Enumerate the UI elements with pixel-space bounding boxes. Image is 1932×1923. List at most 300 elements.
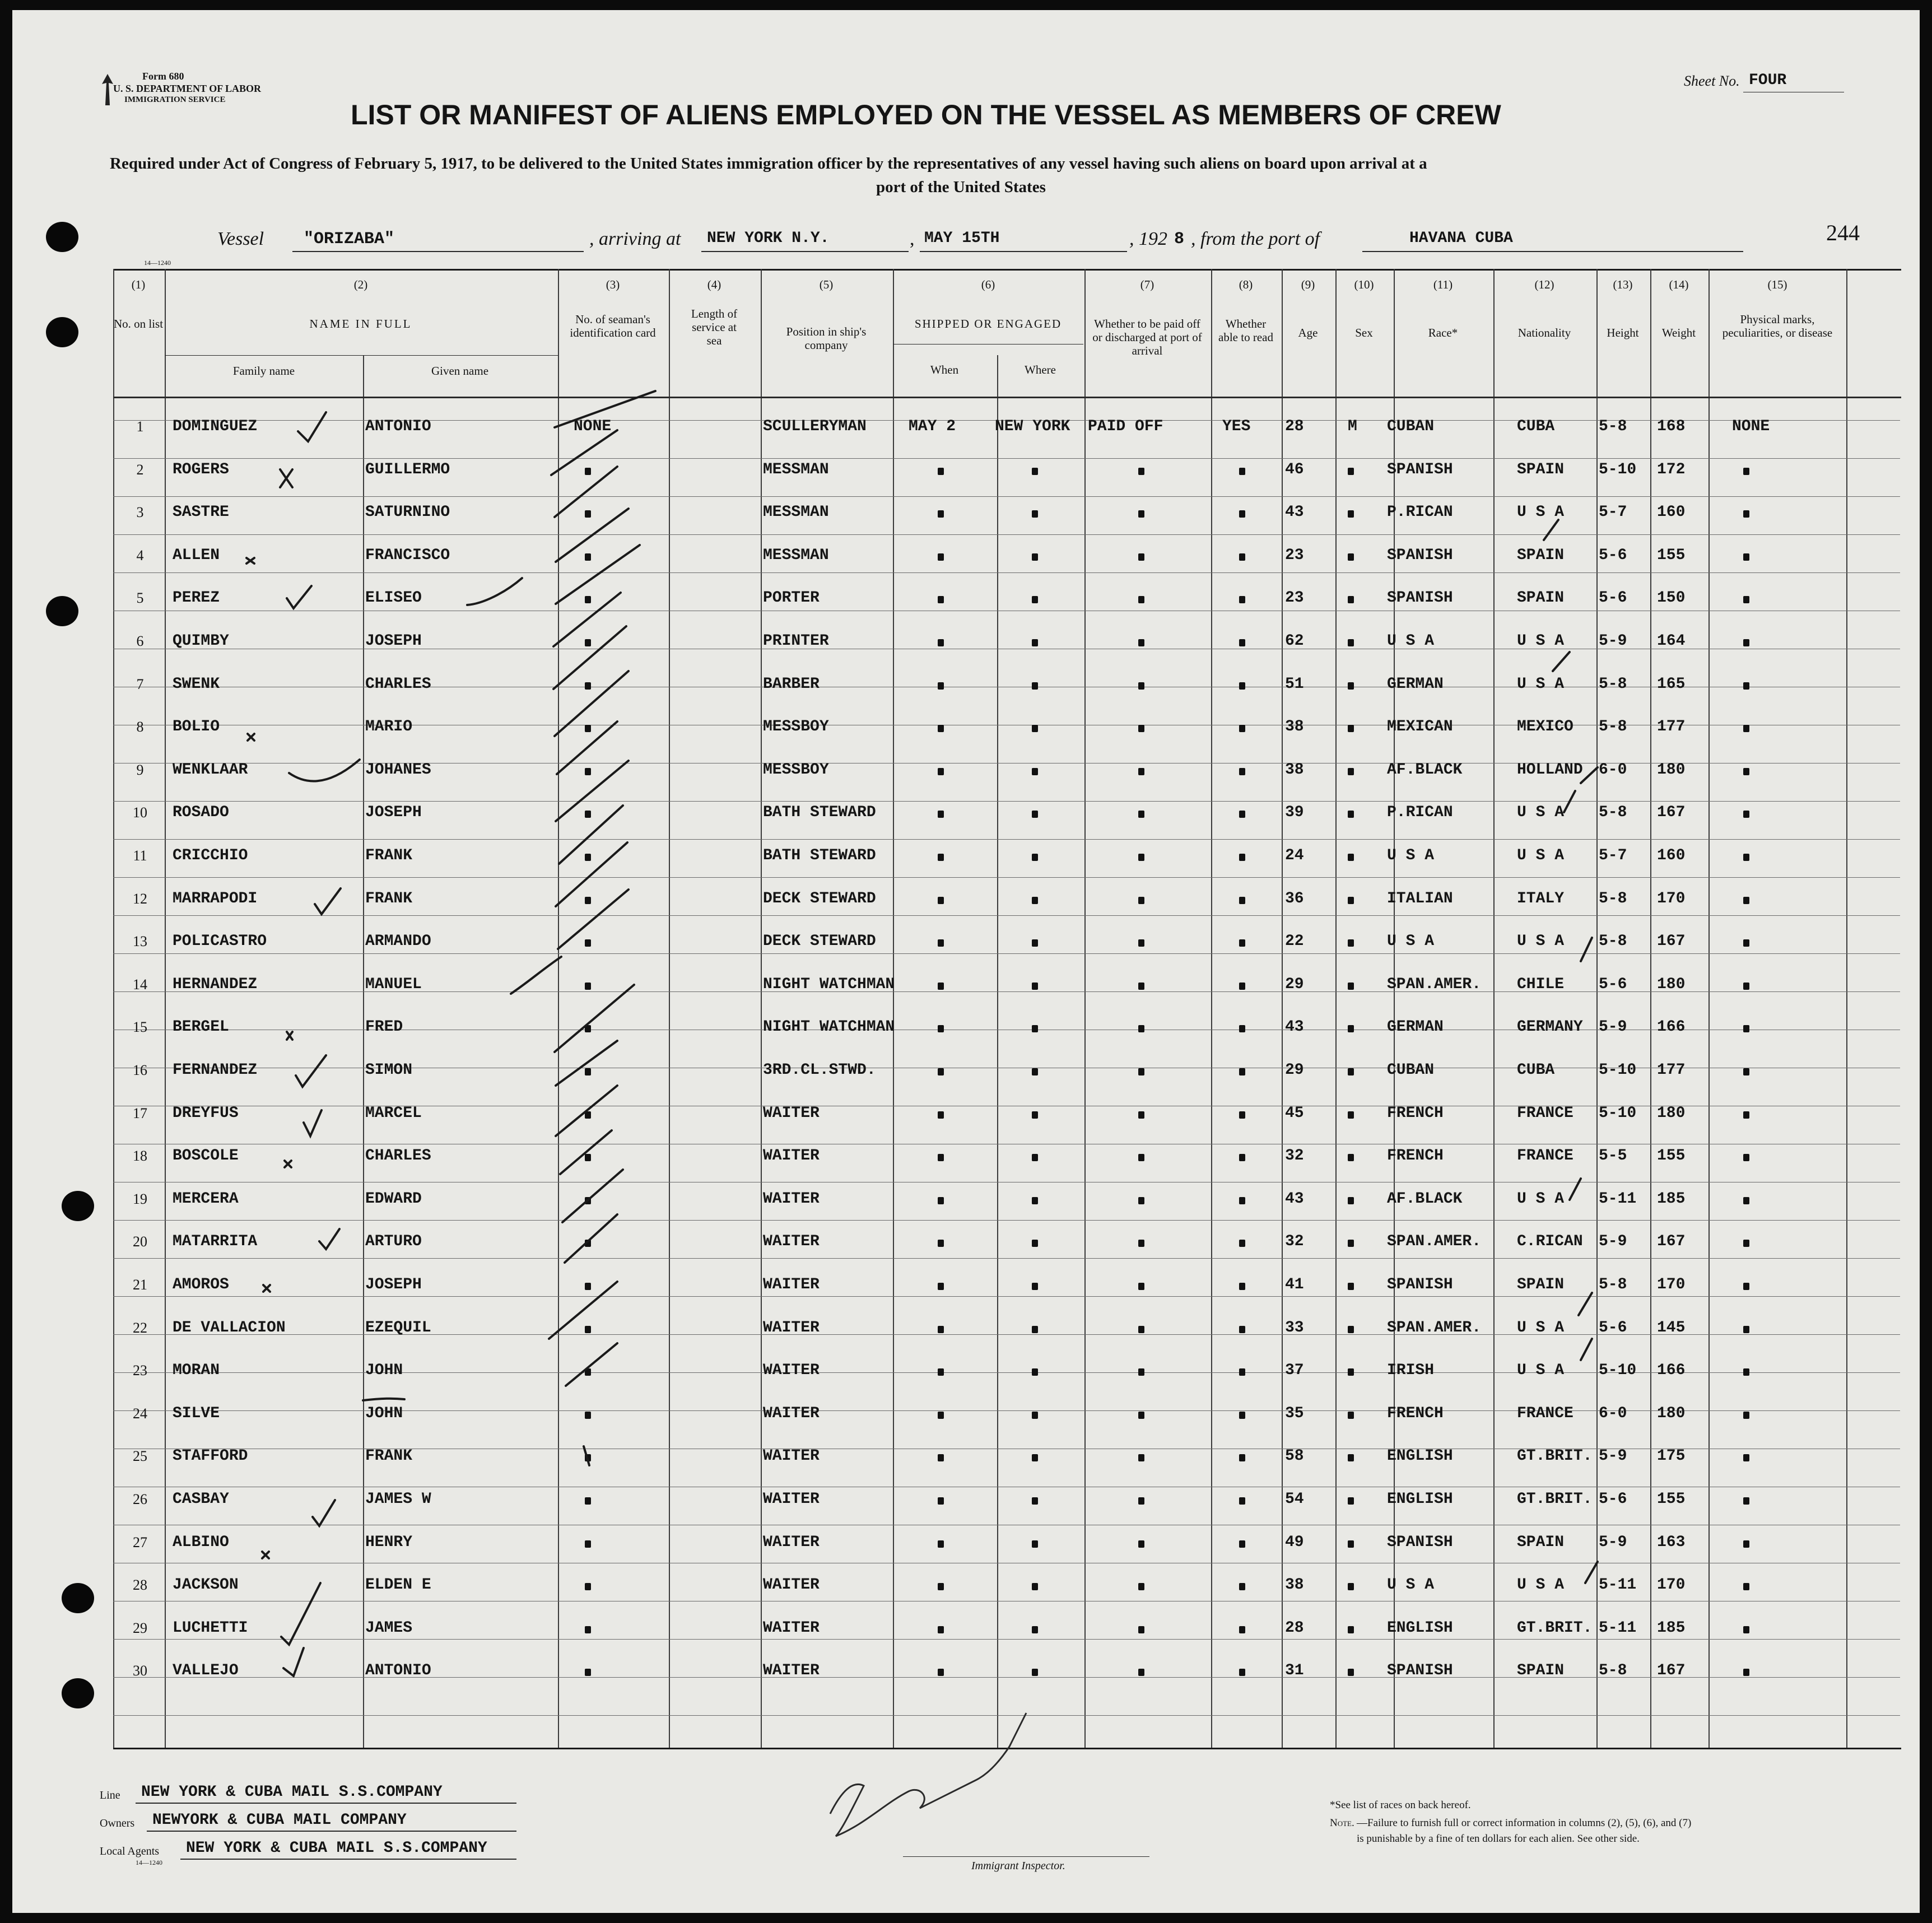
cell-nationality: U S A xyxy=(1517,632,1565,650)
cell-race: ITALIAN xyxy=(1387,890,1453,907)
cell-age: 51 xyxy=(1285,675,1304,693)
col-5-header: Position in ship's company xyxy=(786,325,867,352)
cell-age: 32 xyxy=(1285,1233,1304,1251)
cell-family: CRICCHIO xyxy=(173,847,248,864)
cell-family: HERNANDEZ xyxy=(173,975,258,993)
cell-height: 5-10 xyxy=(1599,1061,1637,1079)
cell-given: ANTONIO xyxy=(365,418,431,435)
cell-position: WAITER xyxy=(763,1662,820,1680)
col-3-header: No. of seaman's identification card xyxy=(570,313,656,340)
cell-height: 5-8 xyxy=(1599,675,1627,693)
cell-age: 29 xyxy=(1285,1061,1304,1079)
cell-position: DECK STEWARD xyxy=(763,933,876,951)
cell-no: 4 xyxy=(136,547,144,564)
cell-position: WAITER xyxy=(763,1319,820,1337)
cell-age: 58 xyxy=(1285,1447,1304,1465)
cell-race: U S A xyxy=(1387,933,1435,951)
cell-position: BATH STEWARD xyxy=(763,804,876,822)
cell-height: 5-9 xyxy=(1599,1447,1627,1465)
cell-weight: 177 xyxy=(1657,1061,1686,1079)
cell-height: 5-6 xyxy=(1599,546,1627,564)
cell-race: FRENCH xyxy=(1387,1147,1444,1165)
cell-position: WAITER xyxy=(763,1447,820,1465)
cell-given: ELDEN E xyxy=(365,1576,431,1594)
cell-given: JAMES xyxy=(365,1619,413,1637)
cell-height: 5-6 xyxy=(1599,1319,1627,1337)
cell-no: 15 xyxy=(133,1019,147,1036)
cell-height: 5-10 xyxy=(1599,1104,1637,1122)
cell-race: SPANISH xyxy=(1387,1533,1453,1551)
col-2-header: NAME IN FULL xyxy=(309,317,412,330)
cell-nationality: GERMANY xyxy=(1517,1018,1583,1036)
cell-family: SWENK xyxy=(173,675,220,693)
cell-family: FERNANDEZ xyxy=(173,1061,258,1079)
cell-no: 26 xyxy=(133,1491,147,1507)
cell-weight: 167 xyxy=(1657,1662,1686,1680)
note-line1: —Failure to furnish full or correct information in columns (2), (5), (6), and (7) xyxy=(1357,1817,1692,1829)
inspector-label: Immigrant Inspector. xyxy=(971,1860,1065,1872)
col-2-number: (2) xyxy=(353,278,368,291)
cell-weight: 180 xyxy=(1657,1104,1686,1122)
cell-weight: 163 xyxy=(1657,1533,1686,1551)
cell-position: MESSBOY xyxy=(763,718,829,736)
cell-nationality: ITALY xyxy=(1517,890,1565,907)
cell-weight: 155 xyxy=(1657,546,1686,564)
cell-weight: 170 xyxy=(1657,890,1686,907)
cell-no: 30 xyxy=(133,1663,147,1679)
cell-age: 39 xyxy=(1285,804,1304,822)
cell-height: 5-8 xyxy=(1599,804,1627,822)
cell-nationality: U S A xyxy=(1517,1190,1565,1208)
cell-age: 43 xyxy=(1285,1018,1304,1036)
cell-age: 33 xyxy=(1285,1319,1304,1337)
note-line2: is punishable by a fine of ten dollars for each alien. See other side. xyxy=(1357,1833,1640,1845)
cell-given: ELISEO xyxy=(365,589,422,607)
cell-race: FRENCH xyxy=(1387,1104,1444,1122)
cell-weight: 165 xyxy=(1657,675,1686,693)
cell-height: 5-8 xyxy=(1599,1276,1627,1293)
agents-underline xyxy=(180,1859,516,1860)
cell-nationality: U S A xyxy=(1517,933,1565,951)
cell-race: SPANISH xyxy=(1387,1276,1453,1293)
cell-family: ROGERS xyxy=(173,460,229,478)
cell-age: 49 xyxy=(1285,1533,1304,1551)
cell-given: EZEQUIL xyxy=(365,1319,431,1337)
cell-no: 14 xyxy=(133,976,147,993)
cell-given: JOHANES xyxy=(365,761,431,779)
owners-underline xyxy=(147,1831,516,1832)
cell-given: FRED xyxy=(365,1018,403,1036)
cell-no: 13 xyxy=(133,933,147,950)
cell-weight: 167 xyxy=(1657,1233,1686,1251)
cell-race: GERMAN xyxy=(1387,675,1444,693)
from-port: HAVANA CUBA xyxy=(1409,230,1513,247)
cell-position: MESSMAN xyxy=(763,546,829,564)
cell-no: 5 xyxy=(136,590,144,607)
cell-given: FRANCISCO xyxy=(365,546,450,564)
cell-age: 41 xyxy=(1285,1276,1304,1293)
cell-weight: 166 xyxy=(1657,1362,1686,1380)
line-value: NEW YORK & CUBA MAIL S.S.COMPANY xyxy=(141,1784,443,1801)
cell-weight: 180 xyxy=(1657,975,1686,993)
cell-weight: 160 xyxy=(1657,504,1686,522)
line-underline xyxy=(136,1803,516,1804)
cell-race: ENGLISH xyxy=(1387,1447,1453,1465)
cell-weight: 155 xyxy=(1657,1147,1686,1165)
cell-nationality: SPAIN xyxy=(1517,1276,1565,1293)
footer-print-code: 14—1240 xyxy=(136,1859,162,1866)
cell-height: 5-9 xyxy=(1599,1533,1627,1551)
cell-position: WAITER xyxy=(763,1190,820,1208)
col-6-number: (6) xyxy=(981,278,995,291)
cell-race: SPANISH xyxy=(1387,589,1453,607)
cell-family: LUCHETTI xyxy=(173,1619,248,1637)
cell-race: ENGLISH xyxy=(1387,1619,1453,1637)
cell-race: P.RICAN xyxy=(1387,504,1453,522)
cell-height: 5-8 xyxy=(1599,718,1627,736)
col-given-header: Given name xyxy=(431,364,489,378)
subtitle-line1: Required under Act of Congress of February 5, 1917, to be delivered to the United States immigration officer by the representatives of any vessel having such aliens on board upon arrival at a xyxy=(110,155,1427,173)
cell-paid: PAID OFF xyxy=(1088,418,1163,435)
cell-height: 5-6 xyxy=(1599,975,1627,993)
cell-no: 25 xyxy=(133,1448,147,1465)
cell-no: 6 xyxy=(136,633,144,649)
cell-race: AF.BLACK xyxy=(1387,761,1463,779)
cell-nationality: SPAIN xyxy=(1517,1662,1565,1680)
cell-age: 29 xyxy=(1285,975,1304,993)
races-note: *See list of races on back hereof. xyxy=(1330,1799,1471,1811)
col-10-header: Sex xyxy=(1355,326,1373,339)
cell-family: MARRAPODI xyxy=(173,890,258,907)
cell-height: 5-6 xyxy=(1599,1491,1627,1508)
cell-race: SPAN.AMER. xyxy=(1387,975,1482,993)
cell-age: 37 xyxy=(1285,1362,1304,1380)
cell-position: WAITER xyxy=(763,1147,820,1165)
cell-age: 28 xyxy=(1285,1619,1304,1637)
cell-weight: 177 xyxy=(1657,718,1686,736)
cell-height: 5-7 xyxy=(1599,504,1627,522)
cell-race: IRISH xyxy=(1387,1362,1435,1380)
cell-given: SIMON xyxy=(365,1061,413,1079)
cell-nationality: FRANCE xyxy=(1517,1404,1573,1422)
agents-label: Local Agents xyxy=(100,1845,160,1857)
cell-given: HENRY xyxy=(365,1533,413,1551)
cell-family: BERGEL xyxy=(173,1018,229,1036)
col-13-header: Height xyxy=(1607,326,1639,339)
cell-position: PORTER xyxy=(763,589,820,607)
cell-height: 5-8 xyxy=(1599,418,1627,435)
col-10-number: (10) xyxy=(1354,278,1374,291)
cell-height: 5-7 xyxy=(1599,847,1627,864)
page-title: LIST OR MANIFEST OF ALIENS EMPLOYED ON THE VESSEL AS MEMBERS OF CREW xyxy=(351,99,1501,131)
cell-nationality: GT.BRIT. xyxy=(1517,1491,1593,1508)
cell-height: 5-11 xyxy=(1599,1619,1637,1637)
cell-height: 5-8 xyxy=(1599,890,1627,907)
cell-weight: 175 xyxy=(1657,1447,1686,1465)
col-1-number: (1) xyxy=(131,278,146,291)
cell-family: WENKLAAR xyxy=(173,761,248,779)
print-code: 14—1240 xyxy=(144,259,171,267)
cell-race: SPANISH xyxy=(1387,460,1453,478)
col-7-header: Whether to be paid off or discharged at port of arrival xyxy=(1092,317,1202,358)
manifest-sheet xyxy=(12,10,1920,1913)
cell-family: ALLEN xyxy=(173,546,220,564)
cell-nationality: SPAIN xyxy=(1517,589,1565,607)
form-department: U. S. DEPARTMENT OF LABOR xyxy=(113,83,262,94)
cell-age: 46 xyxy=(1285,460,1304,478)
form-number: Form 680 xyxy=(142,71,184,82)
cell-position: WAITER xyxy=(763,1233,820,1251)
cell-age: 36 xyxy=(1285,890,1304,907)
cell-weight: 185 xyxy=(1657,1190,1686,1208)
col-12-number: (12) xyxy=(1534,278,1554,291)
col-4-number: (4) xyxy=(707,278,721,291)
cell-nationality: GT.BRIT. xyxy=(1517,1619,1593,1637)
cell-position: BARBER xyxy=(763,675,820,693)
cell-family: JACKSON xyxy=(173,1576,239,1594)
cell-read: YES xyxy=(1222,418,1251,435)
cell-height: 5-11 xyxy=(1599,1576,1637,1594)
col-7-number: (7) xyxy=(1140,278,1154,291)
cell-when: MAY 2 xyxy=(909,418,956,435)
cell-race: CUBAN xyxy=(1387,1061,1435,1079)
cell-family: CASBAY xyxy=(173,1491,229,1508)
cell-age: 28 xyxy=(1285,418,1304,435)
cell-family: POLICASTRO xyxy=(173,933,267,951)
handwritten-check-marks xyxy=(12,10,1920,1913)
cell-no: 10 xyxy=(133,804,147,821)
cell-given: FRANK xyxy=(365,847,413,864)
cell-given: JAMES W xyxy=(365,1491,431,1508)
cell-height: 6-0 xyxy=(1599,1404,1627,1422)
cell-height: 5-8 xyxy=(1599,1662,1627,1680)
col-14-number: (14) xyxy=(1669,278,1689,291)
cell-race: SPANISH xyxy=(1387,1662,1453,1680)
cell-nationality: U S A xyxy=(1517,675,1565,693)
cell-given: ARMANDO xyxy=(365,933,431,951)
col-3-number: (3) xyxy=(606,278,620,291)
col-14-header: Weight xyxy=(1661,326,1696,339)
cell-given: EDWARD xyxy=(365,1190,422,1208)
cell-family: QUIMBY xyxy=(173,632,229,650)
col-8-number: (8) xyxy=(1239,278,1253,291)
cell-no: 22 xyxy=(133,1319,147,1336)
year-label: , 192 xyxy=(1129,229,1167,249)
cell-nationality: HOLLAND xyxy=(1517,761,1583,779)
col-where-header: Where xyxy=(1025,363,1056,376)
cell-position: PRINTER xyxy=(763,632,829,650)
cell-position: WAITER xyxy=(763,1276,820,1293)
cell-given: GUILLERMO xyxy=(365,460,450,478)
cell-nationality: CHILE xyxy=(1517,975,1565,993)
agents-value: NEW YORK & CUBA MAIL S.S.COMPANY xyxy=(186,1840,487,1857)
cell-weight: 166 xyxy=(1657,1018,1686,1036)
cell-age: 38 xyxy=(1285,718,1304,736)
cell-given: FRANK xyxy=(365,890,413,907)
cell-weight: 167 xyxy=(1657,804,1686,822)
cell-given: JOSEPH xyxy=(365,1276,422,1293)
cell-height: 5-11 xyxy=(1599,1190,1637,1208)
cell-nationality: SPAIN xyxy=(1517,460,1565,478)
col-8-header: Whether able to read xyxy=(1218,317,1273,344)
cell-family: STAFFORD xyxy=(173,1447,248,1465)
cell-family: MATARRITA xyxy=(173,1233,258,1251)
cell-family: DOMINGUEZ xyxy=(173,418,258,435)
cell-position: WAITER xyxy=(763,1362,820,1380)
cell-height: 5-8 xyxy=(1599,933,1627,951)
cell-no: 3 xyxy=(136,504,144,521)
cell-no: 16 xyxy=(133,1062,147,1078)
cell-nationality: FRANCE xyxy=(1517,1147,1573,1165)
arriving-label: , arriving at xyxy=(589,229,681,249)
cell-given: MARIO xyxy=(365,718,413,736)
arrival-date: MAY 15TH xyxy=(924,230,1000,247)
col-when-header: When xyxy=(930,363,959,376)
cell-weight: 164 xyxy=(1657,632,1686,650)
cell-height: 5-6 xyxy=(1599,589,1627,607)
cell-age: 24 xyxy=(1285,847,1304,864)
cell-family: MORAN xyxy=(173,1362,220,1380)
cell-weight: 180 xyxy=(1657,1404,1686,1422)
cell-nationality: C.RICAN xyxy=(1517,1233,1583,1251)
cell-position: SCULLERYMAN xyxy=(763,418,867,435)
cell-family: AMOROS xyxy=(173,1276,229,1293)
cell-weight: 172 xyxy=(1657,460,1686,478)
cell-age: 38 xyxy=(1285,761,1304,779)
cell-age: 43 xyxy=(1285,1190,1304,1208)
cell-given: JOSEPH xyxy=(365,632,422,650)
cell-nationality: FRANCE xyxy=(1517,1104,1573,1122)
cell-age: 54 xyxy=(1285,1491,1304,1508)
subtitle-line2: port of the United States xyxy=(876,178,1046,196)
cell-position: MESSMAN xyxy=(763,504,829,522)
cell-given: MANUEL xyxy=(365,975,422,993)
cell-no: 24 xyxy=(133,1405,147,1422)
cell-nationality: U S A xyxy=(1517,804,1565,822)
col-6-header: SHIPPED OR ENGAGED xyxy=(914,317,1062,330)
col-9-number: (9) xyxy=(1301,278,1315,291)
year-digit: 8 xyxy=(1174,230,1185,249)
page-number: 244 xyxy=(1826,220,1860,245)
cell-family: MERCERA xyxy=(173,1190,239,1208)
cell-given: MARCEL xyxy=(365,1104,422,1122)
cell-sex: M xyxy=(1348,418,1357,435)
cell-weight: 160 xyxy=(1657,847,1686,864)
col-11-number: (11) xyxy=(1433,278,1453,291)
cell-family: SILVE xyxy=(173,1404,220,1422)
cell-no: 8 xyxy=(136,719,144,735)
cell-position: WAITER xyxy=(763,1491,820,1508)
cell-family: PEREZ xyxy=(173,589,220,607)
cell-given: CHARLES xyxy=(365,675,431,693)
cell-weight: 170 xyxy=(1657,1276,1686,1293)
cell-no: 2 xyxy=(136,461,144,478)
cell-race: U S A xyxy=(1387,847,1435,864)
cell-family: ROSADO xyxy=(173,804,229,822)
cell-age: 32 xyxy=(1285,1147,1304,1165)
cell-position: 3RD.CL.STWD. xyxy=(763,1061,876,1079)
cell-nationality: U S A xyxy=(1517,1576,1565,1594)
cell-weight: 155 xyxy=(1657,1491,1686,1508)
cell-race: SPAN.AMER. xyxy=(1387,1319,1482,1337)
cell-age: 35 xyxy=(1285,1404,1304,1422)
cell-nationality: CUBA xyxy=(1517,1061,1555,1079)
cell-age: 62 xyxy=(1285,632,1304,650)
vessel-name: "ORIZABA" xyxy=(304,230,395,249)
line-label: Line xyxy=(100,1789,120,1801)
inspector-signature-line xyxy=(903,1856,1149,1857)
cell-family: DREYFUS xyxy=(173,1104,239,1122)
col-4-header: Length of service at sea xyxy=(691,307,738,348)
cell-nationality: U S A xyxy=(1517,1362,1565,1380)
cell-weight: 167 xyxy=(1657,933,1686,951)
col-15-header: Physical marks, peculiarities, or disease xyxy=(1722,313,1833,340)
cell-family: BOLIO xyxy=(173,718,220,736)
cell-card: NONE xyxy=(574,418,612,435)
sheet-number: FOUR xyxy=(1749,72,1787,89)
cell-nationality: CUBA xyxy=(1517,418,1555,435)
cell-position: NIGHT WATCHMAN xyxy=(763,975,895,993)
cell-height: 5-9 xyxy=(1599,1233,1627,1251)
cell-race: FRENCH xyxy=(1387,1404,1444,1422)
vessel-label: Vessel xyxy=(217,229,264,249)
cell-no: 18 xyxy=(133,1148,147,1165)
cell-position: WAITER xyxy=(763,1576,820,1594)
cell-no: 19 xyxy=(133,1190,147,1207)
cell-height: 5-10 xyxy=(1599,460,1637,478)
cell-position: NIGHT WATCHMAN xyxy=(763,1018,895,1036)
cell-family: VALLEJO xyxy=(173,1662,239,1680)
col-9-header: Age xyxy=(1298,326,1318,339)
col-15-number: (15) xyxy=(1767,278,1787,291)
owners-label: Owners xyxy=(100,1817,135,1829)
cell-weight: 168 xyxy=(1657,418,1686,435)
arrival-port: NEW YORK N.Y. xyxy=(707,230,830,247)
note-label: Note. xyxy=(1330,1817,1354,1829)
cell-position: DECK STEWARD xyxy=(763,890,876,907)
cell-height: 6-0 xyxy=(1599,761,1627,779)
cell-no: 11 xyxy=(133,848,147,864)
cell-position: BATH STEWARD xyxy=(763,847,876,864)
cell-position: WAITER xyxy=(763,1619,820,1637)
cell-marks: NONE xyxy=(1732,418,1770,435)
cell-given: FRANK xyxy=(365,1447,413,1465)
cell-nationality: U S A xyxy=(1517,847,1565,864)
cell-where: NEW YORK xyxy=(995,418,1070,435)
cell-race: U S A xyxy=(1387,632,1435,650)
cell-height: 5-5 xyxy=(1599,1147,1627,1165)
cell-age: 23 xyxy=(1285,546,1304,564)
cell-race: AF.BLACK xyxy=(1387,1190,1463,1208)
cell-family: BOSCOLE xyxy=(173,1147,239,1165)
cell-no: 9 xyxy=(136,761,144,778)
comma: , xyxy=(910,229,915,249)
cell-nationality: MEXICO xyxy=(1517,718,1573,736)
cell-given: ANTONIO xyxy=(365,1662,431,1680)
col-11-header: Race* xyxy=(1428,326,1458,339)
cell-nationality: U S A xyxy=(1517,1319,1565,1337)
cell-race: CUBAN xyxy=(1387,418,1435,435)
cell-given: ARTURO xyxy=(365,1233,422,1251)
cell-weight: 180 xyxy=(1657,761,1686,779)
cell-family: SASTRE xyxy=(173,504,229,522)
cell-race: P.RICAN xyxy=(1387,804,1453,822)
cell-position: MESSMAN xyxy=(763,460,829,478)
cell-nationality: SPAIN xyxy=(1517,546,1565,564)
cell-race: U S A xyxy=(1387,1576,1435,1594)
cell-height: 5-9 xyxy=(1599,1018,1627,1036)
cell-no: 21 xyxy=(133,1277,147,1293)
